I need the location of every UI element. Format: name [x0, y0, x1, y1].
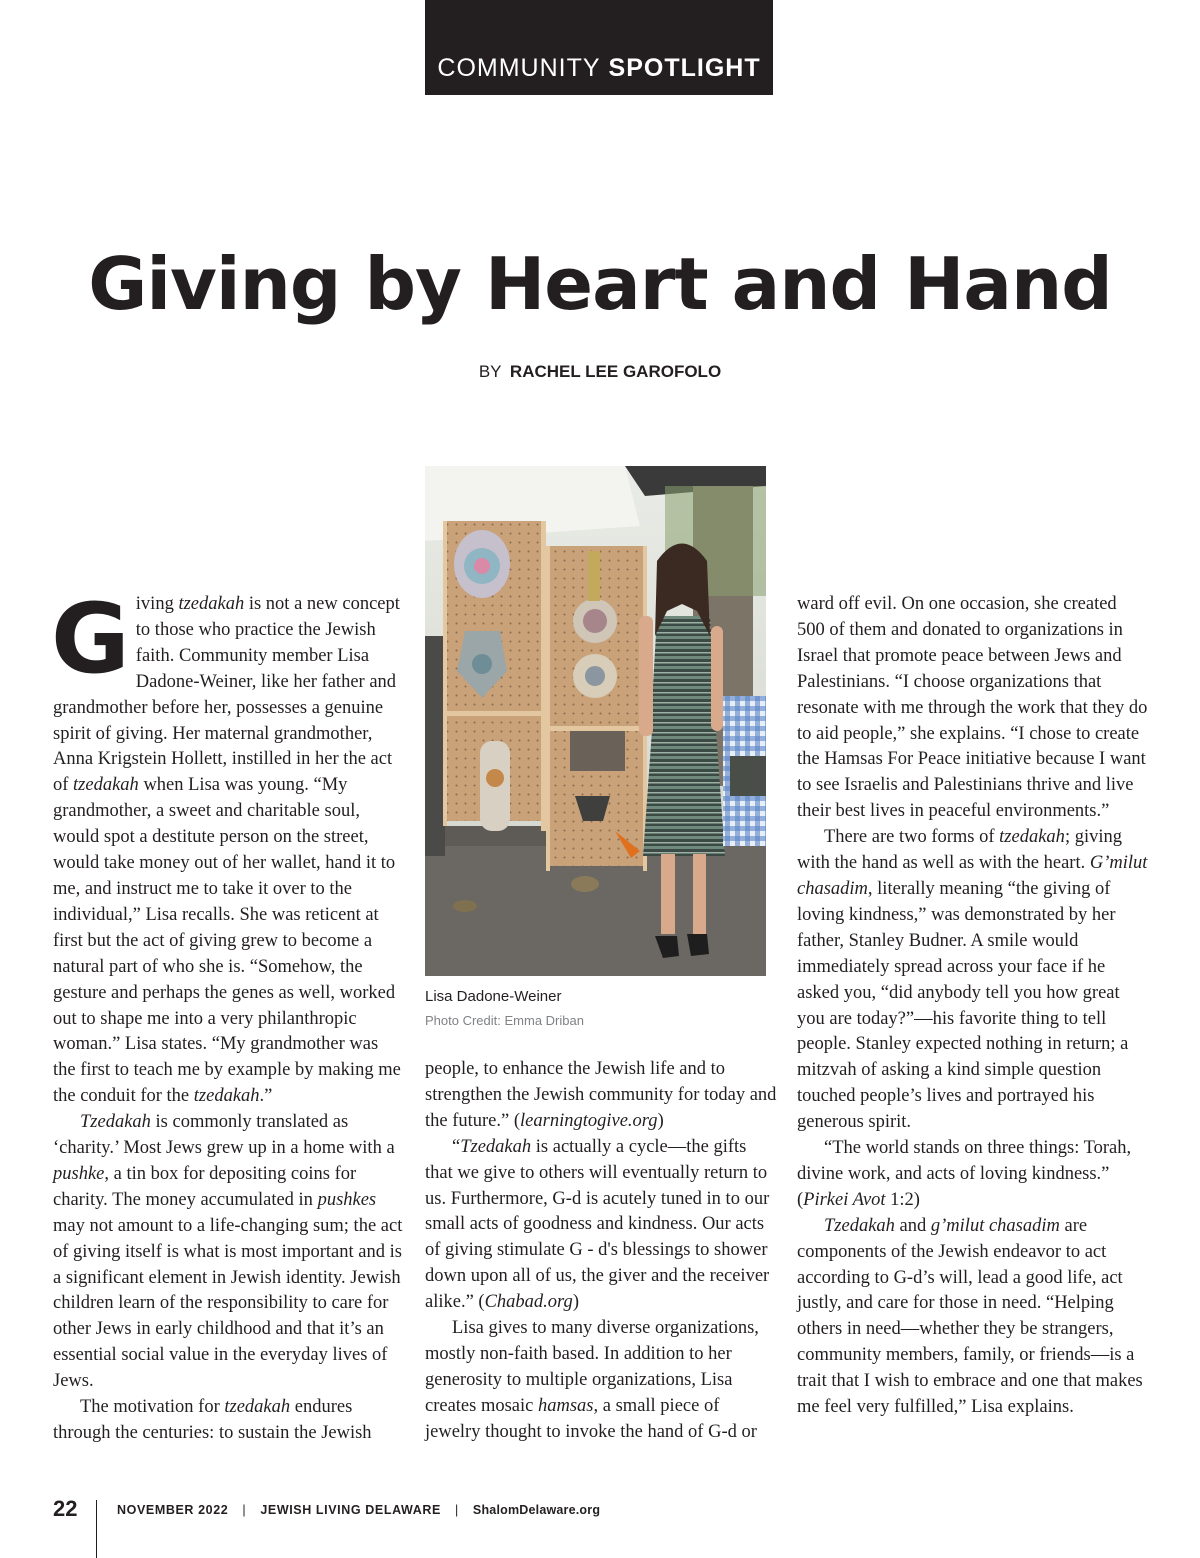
footer-separator-2: |	[454, 1503, 459, 1517]
col2-paragraph-1: people, to enhance the Jewish life and to strengthen the Jewish community for today and the future.” (learningtogive.org)	[425, 1059, 777, 1131]
photo-caption: Lisa Dadone-Weiner	[425, 988, 562, 1005]
col2-paragraph-3: Lisa gives to many diverse organizations, mostly non-faith based. In addition to her generosity to multiple organizations, Lisa creates mosaic hamsas, a small piece of jewelry thought to invoke the hand of G-d or	[425, 1318, 759, 1442]
article-title: Giving by Heart and Hand	[88, 242, 1112, 326]
byline-prefix: BY	[478, 362, 502, 381]
col1-paragraph-3: The motivation for tzedakah endures through the centuries: to sustain the Jewish	[53, 1397, 372, 1443]
article-photo	[425, 466, 766, 976]
footer-separator: |	[242, 1503, 247, 1517]
col1-paragraph-1-text: iving tzedakah is not a new concept to those who practice the Jewish faith. Community member Lisa Dadone-Weiner, like her father and grandmother before her, possesses a genuine spirit of giving. Her maternal grandmother, Anna Krigstein Hollett, instilled in her the act of tzedakah when Lisa was young. “My grandmother, a sweet and charitable soul, would spot a destitute person on the street, would take money out of her wallet, hand it to me, and instruct me to take it over to the individual,” Lisa recalls. She was reticent at first but the act of giving grew to become a natural part of who she is. “Somehow, the gesture and perhaps the genes as well, worked out to shape me into a very philanthropic woman.” Lisa states. “My grandmother was the first to teach me by example by making me the conduit for the tzedakah.”	[53, 594, 401, 1107]
column-2	[425, 1057, 777, 1446]
byline	[0, 362, 1200, 382]
footer-publication: JEWISH LIVING DELAWARE	[260, 1503, 441, 1517]
byline-author: RACHEL LEE GAROFOLO	[509, 362, 722, 381]
page-number: 22	[53, 1496, 78, 1521]
col2-paragraph-2: “Tzedakah is actually a cycle—the gifts that we give to others will eventually return to us. Furthermore, G-d is acutely tuned in to our small acts of goodness and kindness. Our acts of giving stimulate G - d's blessings to shower down upon all of us, the giver and the receiver alike.” (Chabad.org)	[425, 1136, 770, 1313]
col1-paragraph-2: Tzedakah is commonly translated as ‘charity.’ Most Jews grew up in a home with a pushke, a tin box for depositing coins for charity. The money accumulated in pushkes may not amount to a life-changing sum; the act of giving itself is what is most important and is a significant element in Jewish identity. Jewish children learn of the responsibility to care for other Jews in early childhood and that it’s an essential social value in the everyday lives of Jews.	[53, 1112, 403, 1392]
col3-paragraph-2: There are two forms of tzedakah; giving with the hand as well as with the heart. G’milut chasadim, literally meaning “the giving of loving kindness,” was demonstrated by her father, Stanley Budner. A smile would immediately spread across your face if he asked you, “did anybody tell you how great you are today?”—his favorite thing to tell people. Stanley expected nothing in return; a mitzvah of asking a kind simple question touched people’s lives and portrayed his generous spirit.	[797, 827, 1148, 1133]
col1-paragraph-1	[51, 583, 405, 1110]
col3-paragraph-3: “The world stands on three things: Torah, divine work, and acts of loving kindness.” (Pirkei Avot 1:2)	[797, 1138, 1132, 1210]
column-3	[797, 592, 1149, 1421]
section-tag-bold: SPOTLIGHT	[608, 54, 761, 82]
footer-info	[117, 1503, 600, 1517]
footer-website-link[interactable]: ShalomDelaware.org	[472, 1503, 601, 1517]
footer-divider	[96, 1500, 97, 1558]
col3-paragraph-4: Tzedakah and g’milut chasadim are components of the Jewish endeavor to act according to G-d’s will, lead a good life, act justly, and care for those in need. “Helping others in need—whether they be strangers, community members, family, or friends—is a trait that I wish to embrace and one that makes me feel very fulfilled,” Lisa explains.	[797, 1215, 1143, 1418]
photo-lisa-booth	[425, 466, 766, 976]
column-1	[51, 583, 405, 1447]
section-tag-light: COMMUNITY	[437, 54, 601, 82]
footer-issue: NOVEMBER 2022	[117, 1503, 229, 1517]
col3-paragraph-1: ward off evil. On one occasion, she created 500 of them and donated to organizations in Israel that promote peace between Jews and Palestinians. “I choose organizations that resonate with me through the work that they do to aid people,” she explains. “I chose to create the Hamsas For Peace initiative because I want to see Israelis and Palestinians thrive and live their best lives in peaceful environments.”	[797, 594, 1148, 822]
photo-credit: Photo Credit: Emma Driban	[425, 1013, 584, 1028]
drop-cap: G	[51, 583, 130, 695]
section-tag	[425, 0, 773, 95]
